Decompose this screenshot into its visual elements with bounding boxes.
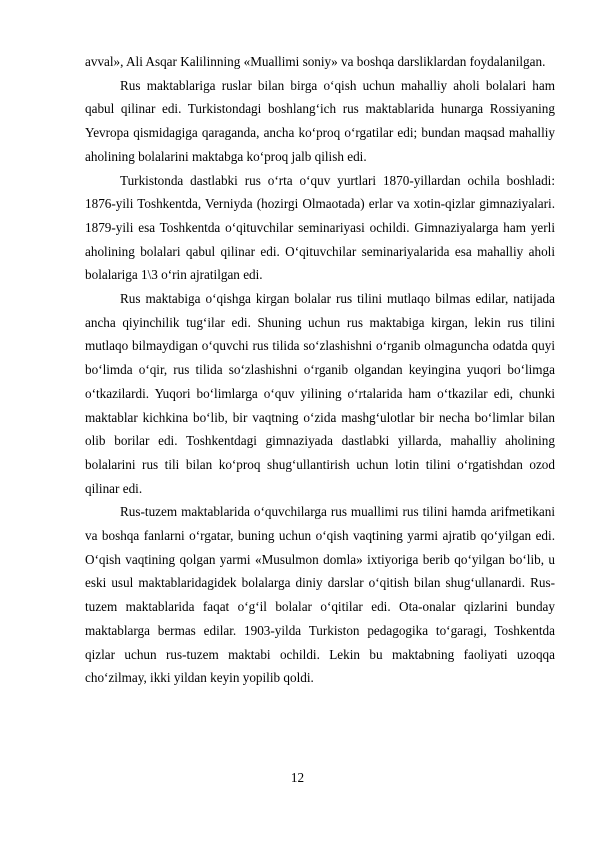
paragraph-rus-tuzem-maktablari: Rus-tuzem maktablarida o‘quvchilarga rus muallimi rus tilini hamda arifmetikani va boshqa fanlarni o‘rgatar, buning uchun o‘qish vaqtining yarmi ajratib qo‘yilgan edi. O‘qish vaqtining qolgan yarmi «Musulmon domla» ixtiyoriga berib qo‘yilgan bo‘lib, u eski usul maktablaridagidek bolalarga diniy darslar o‘qitish bilan shug‘ullanardi. Rus-tuzem maktablarida faqat o‘g‘il bolalar o‘qitilar edi. Ota-onalar qizlarini bunday maktablarga bermas edilar. 1903-yilda Turkiston pedagogika to‘garagi, Toshkentda qizlar uchun rus-tuzem maktabi ochildi. Lekin bu maktabning faoliyati uzoqqa cho‘zilmay, ikki yildan keyin yopilib qoldi. <box>85 504 555 686</box>
document-body <box>85 50 555 690</box>
page-number: 12 <box>290 770 305 785</box>
paragraph-rus-tili-qiyinchilik: Rus maktabiga o‘qishga kirgan bolalar rus tilini mutlaqo bilmas edilar, natijada ancha qiyinchilik tug‘ilar edi. Shuning uchun rus maktabiga kirgan, lekin rus tilini mutlaqo bilmaydigan o‘quvchi rus tilida so‘zlashishni o‘rganib olmaguncha odatda quyi bo‘limda o‘qir, rus tilida so‘zlashishni o‘rganib olgandan keyingina yuqori bo‘limga o‘tkazilardi. Yuqori bo‘limlarga o‘quv yilining o‘rtalarida ham o‘tkazilar edi, chunki maktablar kichkina bo‘lib, bir vaqtning o‘zida mashg‘ulotlar bir necha bo‘limlar bilan olib borilar edi. Toshkentdagi gimnaziyada dastlabki yillarda, mahalliy aholining bolalarini rus tili bilan ko‘proq shug‘ullantirish uchun lotin tilini o‘rgatishdan ozod qilinar edi. <box>85 291 555 496</box>
paragraph-orta-oquv-yurtlari: Turkistonda dastlabki rus o‘rta o‘quv yurtlari 1870-yillardan ochila boshladi: 1876-yili Toshkentda, Verniyda (hozirgi Olmaotada) erlar va xotin-qizlar gimnaziyalari. 1879-yili esa Toshkentda o‘qituvchilar seminariyasi ochildi. Gimnaziyalarga ham yerli aholining bolalari qabul qilinar edi. O‘qituvchilar seminariyalarida esa mahalliy aholi bolalariga 1\3 o‘rin ajratilgan edi. <box>85 172 555 283</box>
paragraph-rus-maktablari: Rus maktablariga ruslar bilan birga o‘qish uchun mahalliy aholi bolalari ham qabul qilinar edi. Turkistondagi boshlang‘ich rus maktablarida hunarga Rossiyaning Yevropa qismidagiga qaraganda, ancha ko‘proq o‘rgatilar edi; bundan maqsad mahalliy aholining bolalarini maktabga ko‘proq jalb qilish edi. <box>85 77 555 164</box>
paragraph-continuation: avval», Ali Asqar Kalilinning «Muallimi soniy» va boshqa darsliklardan foydalanilgan. <box>85 54 546 69</box>
